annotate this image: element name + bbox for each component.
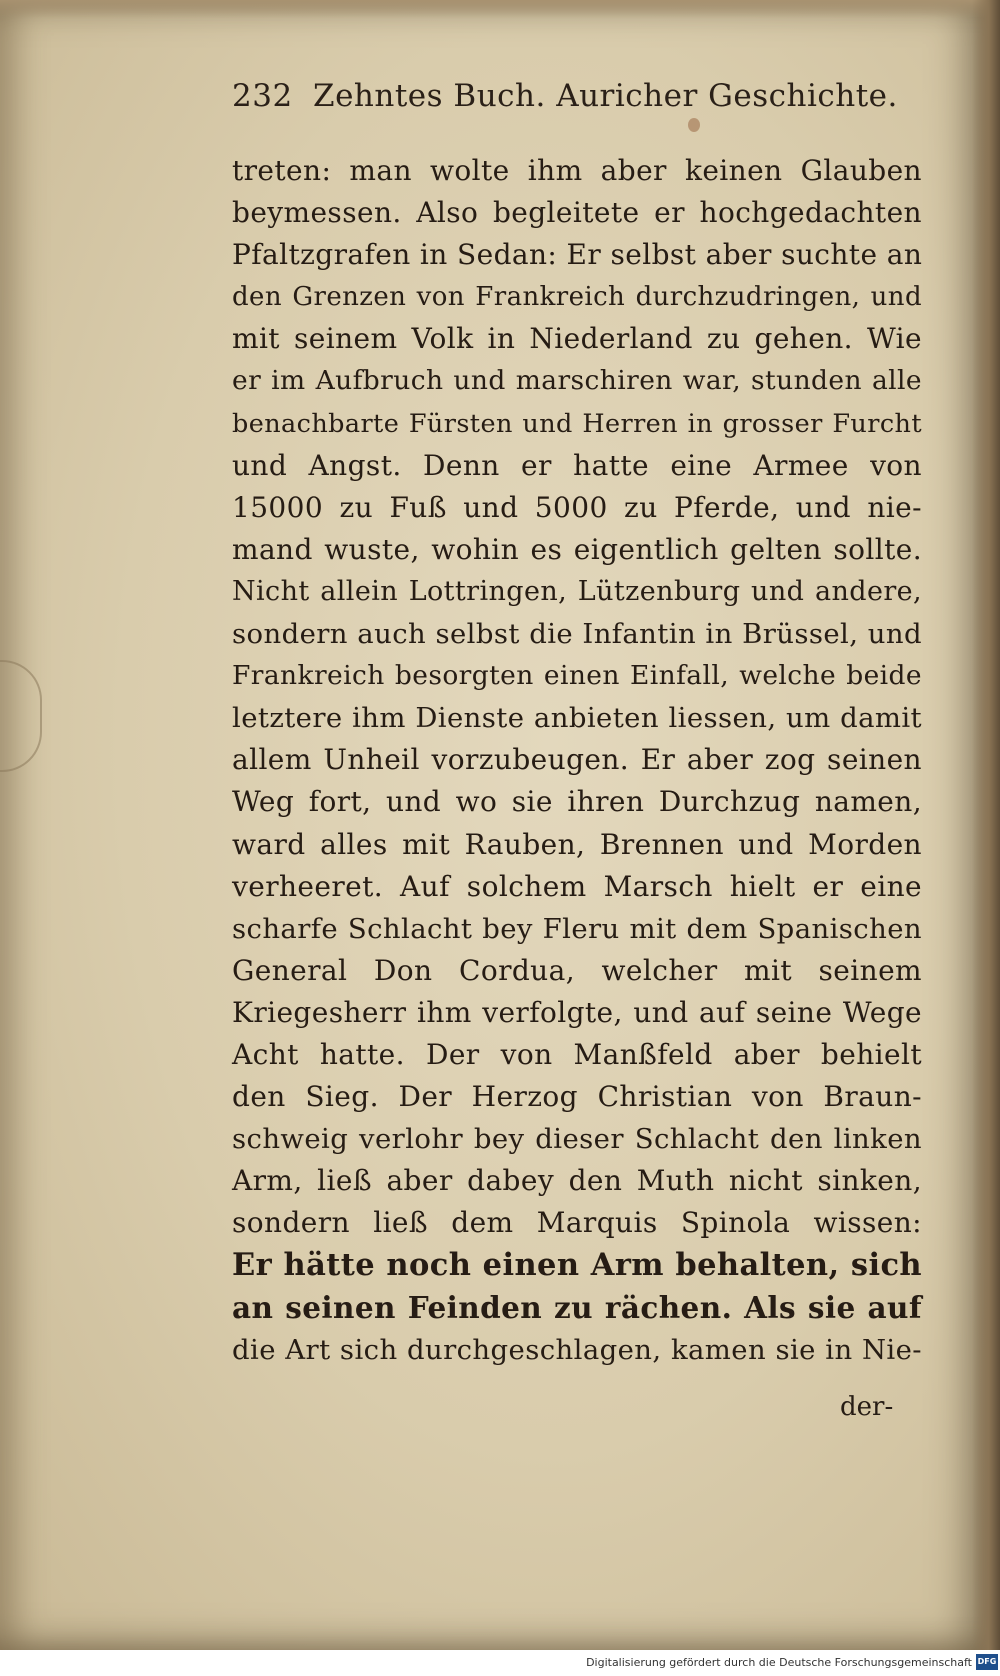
text-line: scharfe Schlacht bey Fleru mit dem Spanischen <box>232 912 922 945</box>
text-line: den Grenzen von Frankreich durchzudringen, und <box>232 282 922 313</box>
text-line: verheeret. Auf solchem Marsch hielt er eine <box>232 869 922 903</box>
text-line: mand wuste, wohin es eigentlich gelten sollte. <box>232 532 922 566</box>
running-header <box>232 78 902 128</box>
text-line: die Art sich durchgeschlagen, kamen sie in Nie- <box>232 1333 922 1366</box>
binding-clip-mark <box>0 660 42 772</box>
footer-bar <box>0 1650 1000 1676</box>
text-line: sondern auch selbst die Infantin in Brüssel, und <box>232 618 922 651</box>
text-line-emphasis: an seinen Feinden zu rächen. Als sie auf <box>232 1289 922 1325</box>
text-line: schweig verlohr bey dieser Schlacht den linken <box>232 1123 922 1156</box>
dfg-logo-icon: DFG <box>976 1654 998 1670</box>
text-line: benachbarte Fürsten und Herren in grosser Furcht <box>232 408 922 439</box>
text-line: den Sieg. Der Herzog Christian von Braun- <box>232 1080 922 1114</box>
text-line: mit seinem Volk in Niederland zu gehen. Wie <box>232 322 922 356</box>
text-line: sondern ließ dem Marquis Spinola wissen: <box>232 1206 922 1240</box>
text-line: letztere ihm Dienste anbieten liessen, um damit <box>232 702 922 735</box>
body-text <box>232 150 922 1371</box>
text-line: er im Aufbruch und marschiren war, stunden alle <box>232 365 922 397</box>
text-line: Frankreich besorgten einen Einfall, welche beide <box>232 660 922 692</box>
text-line: Pfaltzgrafen in Sedan: Er selbst aber suchte an <box>232 238 923 272</box>
page-number: 232 <box>232 78 293 114</box>
text-line: General Don Cordua, welcher mit seinem <box>232 953 922 987</box>
funding-credit: Digitalisierung gefördert durch die Deutsche Forschungsgemeinschaft <box>586 1656 972 1669</box>
text-line: 15000 zu Fuß und 5000 zu Pferde, und nie- <box>232 490 922 524</box>
text-line: Weg fort, und wo sie ihren Durchzug namen, <box>232 785 922 819</box>
page-top-shadow <box>0 0 1000 18</box>
text-line: Nicht allein Lottringen, Lützenburg und andere, <box>232 575 922 607</box>
catchword: der- <box>840 1392 894 1422</box>
text-line: beymessen. Also begleitete er hochgedachten <box>232 196 922 230</box>
text-line: Kriegesherr ihm verfolgte, und auf seine Wege <box>232 995 922 1029</box>
text-line: und Angst. Denn er hatte eine Armee von <box>232 448 922 482</box>
text-line: allem Unheil vorzubeugen. Er aber zog seinen <box>232 743 922 777</box>
text-line: Acht hatte. Der von Manßfeld aber behielt <box>232 1037 922 1071</box>
text-line: ward alles mit Rauben, Brennen und Morden <box>232 827 922 861</box>
text-line: Arm, ließ aber dabey den Muth nicht sinken, <box>232 1164 922 1198</box>
running-title: Zehntes Buch. Auricher Geschichte. <box>313 78 898 114</box>
text-line: treten: man wolte ihm aber keinen Glauben <box>232 154 922 187</box>
text-line-emphasis: Er hätte noch einen Arm behalten, sich <box>232 1247 922 1284</box>
page-gutter-shadow <box>972 0 1000 1650</box>
